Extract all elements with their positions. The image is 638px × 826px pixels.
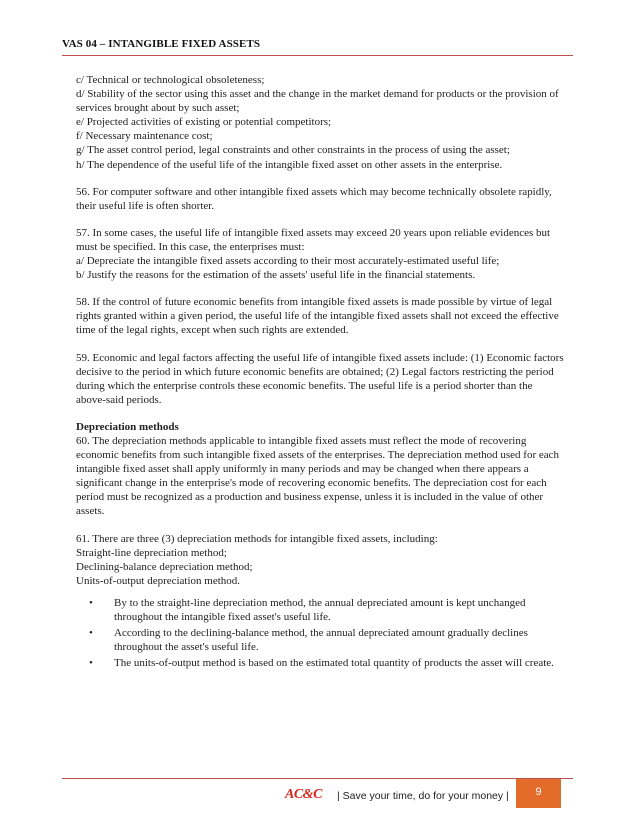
paragraph-60: 60. The depreciation methods applicable to intangible fixed assets must reflect the mode of recovering economic benefits from such intangible fixed assets of the enterprises. The depreciation method used for each intangible fixed asset shall apply uniformly in many periods and may be changed when there appears a significant change in the enterprise's mode of recovering economic benefits. The depreciation cost for each period must be recognized as a production and business expense, unless it is included in the value of other assets.: [76, 434, 560, 518]
paragraph-58: 58. If the control of future economic benefits from intangible fixed assets is made possible by virtue of legal rights granted within a given period, the useful life of the intangible fixed assets shall not exceed the effective time of the legal rights, except when such rights are extended.: [76, 296, 559, 337]
bullet-icon: •: [89, 596, 93, 609]
list-item-c: c/ Technical or technological obsoleteness;: [76, 74, 265, 86]
header-divider: [62, 55, 573, 56]
paragraph-59: 59. Economic and legal factors affecting the useful life of intangible fixed assets include: (1) Economic factors decisive to the period in which future economic benefits are obtained; (2) Legal factors restricting the period during which the enterprise controls these economic benefits. The useful life is a period shorter than the above-said periods.: [76, 351, 564, 406]
method-item: Declining-balance depreciation method;: [76, 560, 253, 573]
paragraph-57: 57. In some cases, the useful life of intangible fixed assets may exceed 20 years upon reliable evidences but must be specified. In this case, the enterprises must:: [76, 226, 551, 253]
list-item-h: h/ The dependence of the useful life of the intangible fixed asset on other assets in the enterprise.: [76, 158, 503, 171]
list-item-g: g/ The asset control period, legal constraints and other constraints in the process of using the asset;: [76, 144, 510, 157]
page-number: 9: [516, 779, 561, 808]
company-logo: AC&C: [285, 787, 322, 802]
method-item: Units-of-output depreciation method.: [76, 574, 241, 587]
page-body: [76, 73, 564, 672]
bullet-list: [76, 596, 564, 670]
paragraph-57-a: a/ Depreciate the intangible fixed assets according to their most accurately-estimated useful life;: [76, 255, 500, 268]
list-item-e: e/ Projected activities of existing or potential competitors;: [76, 116, 332, 129]
bullet-icon: •: [89, 657, 93, 670]
paragraph-56: 56. For computer software and other intangible fixed assets which may become technically obsolete rapidly, their useful life is often shorter.: [76, 185, 552, 212]
paragraph-61: 61. There are three (3) depreciation methods for intangible fixed assets, including:: [76, 532, 438, 545]
bullet-icon: •: [89, 627, 93, 640]
method-item: Straight-line depreciation method;: [76, 546, 227, 559]
running-header: VAS 04 – INTANGIBLE FIXED ASSETS: [62, 38, 261, 50]
list-item-f: f/ Necessary maintenance cost;: [76, 130, 213, 143]
bullet-item: • By to the straight-line depreciation method, the annual depreciated amount is kept unchanged throughout the intangible fixed asset's useful life.: [89, 596, 526, 623]
footer-slogan: | Save your time, do for your money |: [337, 790, 509, 802]
bullet-item: • According to the declining-balance method, the annual depreciated amount gradually declines throughout the asset's useful life.: [89, 627, 528, 654]
footer-divider: [62, 778, 573, 779]
paragraph-57-b: b/ Justify the reasons for the estimation of the assets' useful life in the financial statements.: [76, 269, 476, 282]
list-item-d: d/ Stability of the sector using this asset and the change in the market demand for products or the provision of services brought about by such asset;: [76, 88, 559, 115]
bullet-item: • The units-of-output method is based on the estimated total quantity of products the asset will create.: [89, 657, 554, 670]
section-heading: Depreciation methods: [76, 420, 179, 433]
